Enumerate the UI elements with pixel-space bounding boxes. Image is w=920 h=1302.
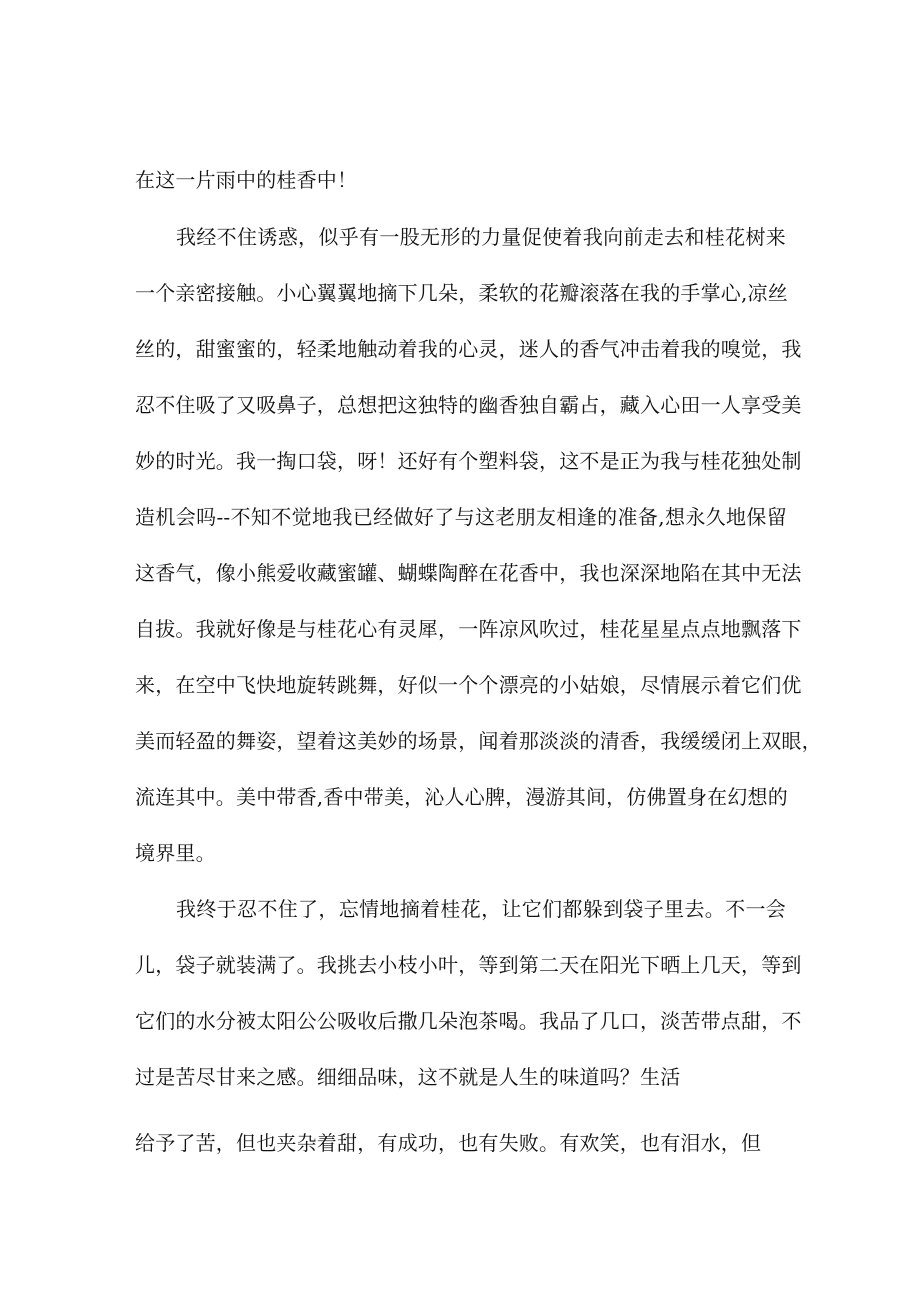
text-line: 给予了苦，但也夹杂着甜，有成功，也有失败。有欢笑，也有泪水，但 <box>135 1131 762 1155</box>
text-line: 自拔。我就好像是与桂花心有灵犀，一阵凉风吹过，桂花星星点点地飘落下 <box>135 617 802 641</box>
text-line: 来，在空中飞快地旋转跳舞，好似一个个漂亮的小姑娘，尽情展示着它们优 <box>135 673 802 697</box>
text-line: 造机会吗--不知不觉地我已经做好了与这老朋友相逢的准备,想永久地保留 <box>135 505 787 529</box>
text-line: 它们的水分被太阳公公吸收后撒几朵泡茶喝。我品了几口，淡苦带点甜，不 <box>135 1009 802 1033</box>
paragraph-start-line: 我终于忍不住了，忘情地摘着桂花，让它们都躲到袋子里去。不一会 <box>176 897 786 921</box>
text-line: 流连其中。美中带香,香中带美，沁人心脾，漫游其间，仿佛置身在幻想的 <box>135 785 788 809</box>
text-line: 过是苦尽甘来之感。细细品味，这不就是人生的味道吗？生活 <box>135 1065 681 1089</box>
text-line: 这香气，像小熊爱收藏蜜罐、蝴蝶陶醉在花香中，我也深深地陷在其中无法 <box>135 561 802 585</box>
text-line: 境界里。 <box>135 841 216 865</box>
text-line: 在这一片雨中的桂香中！ <box>135 168 358 192</box>
paragraph-start-line: 我经不住诱惑，似乎有一股无形的力量促使着我向前走去和桂花树来 <box>176 225 786 249</box>
text-line: 忍不住吸了又吸鼻子，总想把这独特的幽香独自霸占，藏入心田一人享受美 <box>135 393 802 417</box>
text-line: 一个亲密接触。小心翼翼地摘下几朵，柔软的花瓣滚落在我的手掌心,凉丝 <box>135 281 788 305</box>
text-line: 丝的，甜蜜蜜的，轻柔地触动着我的心灵，迷人的香气冲击着我的嗅觉，我 <box>135 337 802 361</box>
text-line: 美而轻盈的舞姿，望着这美妙的场景，闻着那淡淡的清香，我缓缓闭上双眼， <box>135 729 822 753</box>
text-line: 儿，袋子就装满了。我挑去小枝小叶，等到第二天在阳光下晒上几天，等到 <box>135 953 802 977</box>
text-line: 妙的时光。我一掏口袋，呀！还好有个塑料袋，这不是正为我与桂花独处制 <box>135 449 802 473</box>
